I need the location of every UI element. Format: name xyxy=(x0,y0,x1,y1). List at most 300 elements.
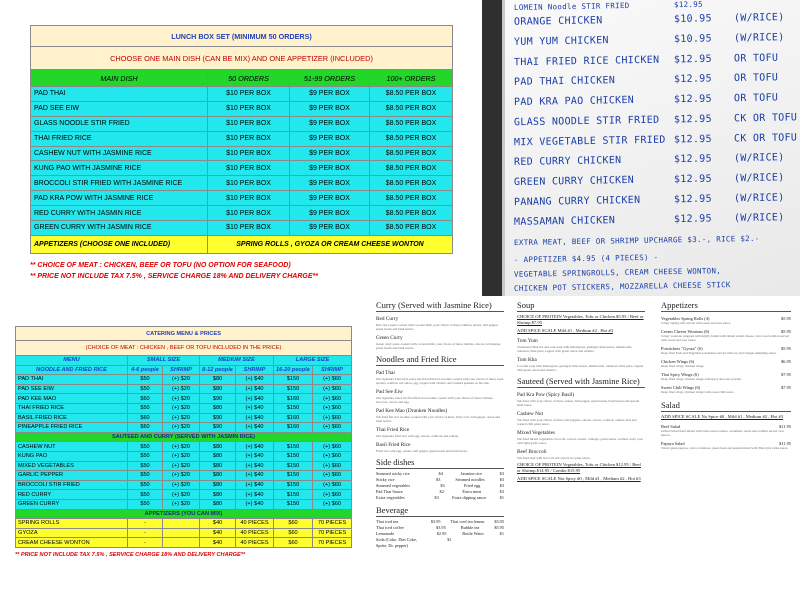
item-desc: Our signature sauce stir-fried flat rice noodles cooked with your choice of meat, Chinese broccoli, carrots and egg. xyxy=(376,396,493,404)
price-cell: $150 xyxy=(274,461,313,471)
catering-note: ** PRICE NOT INCLUDE TAX 7.5% , SERVICE CHARGE 18% AND DELIVERY CHARGE** xyxy=(15,551,246,558)
table-row xyxy=(31,101,453,116)
item-desc: Grilled Sliced beef mixed with Lime sauce tomato, cucumber, onion and scallion served over lettuce. xyxy=(661,429,785,437)
whiteboard-item: PAD KRA PAO CHICKEN xyxy=(513,94,635,109)
appetizers-heading: Appetizers xyxy=(661,300,791,312)
price-cell: $150 xyxy=(274,471,313,481)
item-name: Tom Kha xyxy=(517,357,537,363)
price-cell: 40 PIECES xyxy=(236,538,274,548)
curry-section-header: SAUTEED AND CURRY (SERVED WITH JASMIN RICE) xyxy=(16,432,352,442)
price-cell: $8.50 PER BOX xyxy=(370,131,453,146)
curry-heading: Curry (Served with Jasmine Rice) xyxy=(376,300,504,312)
price-cell: (+) $40 xyxy=(236,394,274,404)
item-name: Tom Yum xyxy=(517,338,538,344)
item-price: $5.95 xyxy=(781,346,791,351)
price-cell: $8.50 PER BOX xyxy=(370,101,453,116)
catering-table xyxy=(15,326,351,558)
price-cell: $40 xyxy=(200,519,236,529)
price-cell: $9 PER BOX xyxy=(290,131,370,146)
item-name: Red Curry xyxy=(376,316,399,322)
menu-cell: CREAM CHEESE WONTON xyxy=(16,538,128,548)
item-name: Thai iced tea lemon xyxy=(450,519,485,524)
price-cell: $50 xyxy=(128,442,163,452)
appetizer-label: APPETIZERS (CHOOSE ONE INCLUDED) xyxy=(31,235,208,253)
price-cell: (+) $40 xyxy=(236,490,274,500)
catering-grid xyxy=(15,326,352,548)
dish-cell: PAD THAI xyxy=(31,87,208,102)
table-row xyxy=(31,116,453,131)
menu-cell: KUNG PAO xyxy=(16,451,128,461)
whiteboard-line xyxy=(513,152,785,168)
noodles-heading: Noodles and Fried Rice xyxy=(376,354,504,366)
price-cell: $90 xyxy=(200,394,236,404)
menu-cell: PAD THAI xyxy=(16,375,128,385)
price-cell: $10 PER BOX xyxy=(208,146,290,161)
lunch-header-cell: 50 ORDERS xyxy=(208,70,290,87)
price-cell: $150 xyxy=(274,451,313,461)
soup-protein: CHOICE OF PROTEIN Vegetables, Tofu or Chicken $5.95 / Beef or Shrimp $7.95 xyxy=(517,314,644,325)
dish-cell: GREEN CURRY WITH JASMIN RICE xyxy=(31,221,208,236)
item-desc: Deep fried crispy chicken wings with spicy and sour powder. xyxy=(661,377,742,381)
whiteboard-extra: (W/RICE) xyxy=(733,152,785,165)
price-cell: $60 xyxy=(128,413,163,423)
whiteboard-line xyxy=(513,172,785,189)
dish-cell: PAD KRA POW WITH JASMINE RICE xyxy=(31,191,208,206)
item-desc: Green curry paste cooked with coconut milk, your choice of meat, bamboo shoots, bell pepper, green beans and basil leaves. xyxy=(376,342,502,350)
price-cell: (+) $40 xyxy=(236,384,274,394)
price-cell: (+) $60 xyxy=(313,403,352,413)
whiteboard-line xyxy=(513,92,779,109)
item-price: $3.95 xyxy=(430,519,441,524)
price-cell: $50 xyxy=(128,384,163,394)
item-price: $6.95 xyxy=(781,359,791,364)
price-cell: $90 xyxy=(200,413,236,423)
price-cell: (+) $40 xyxy=(236,451,274,461)
price-cell: (+) $20 xyxy=(163,499,200,509)
item-price: $3 xyxy=(434,495,439,500)
table-row xyxy=(31,221,453,236)
price-cell: $40 xyxy=(200,528,236,538)
item-name: Papaya Salad xyxy=(661,441,685,446)
sauteed-heading: Sauteed (Served with Jasmine Rice) xyxy=(517,376,645,388)
soup-heading: Soup xyxy=(517,300,645,312)
price-cell: (+) $60 xyxy=(313,499,352,509)
whiteboard-extra: (W/RICE) xyxy=(733,12,785,24)
item-desc: Crispy spring rolls served with sweet and sour sauce. xyxy=(661,321,732,325)
price-cell: $50 xyxy=(128,375,163,385)
item-desc: Fried rice with egg, onions, bell pepper, green beans and basil leaves. xyxy=(376,449,468,453)
price-cell: (+) $40 xyxy=(236,471,274,481)
price-cell: $8.50 PER BOX xyxy=(370,176,453,191)
price-cell: $10 PER BOX xyxy=(208,101,290,116)
dish-cell: PAD SEE EIW xyxy=(31,101,208,116)
price-cell: (+) $60 xyxy=(313,442,352,452)
price-cell: (+) $20 xyxy=(163,413,200,423)
table-row xyxy=(31,191,453,206)
item-name: Pad Thai Sauce xyxy=(376,489,403,494)
item-name: Green Curry xyxy=(376,335,403,341)
price-cell: $160 xyxy=(274,413,313,423)
item-name: Pad Thai xyxy=(376,370,395,376)
price-cell: $10 PER BOX xyxy=(208,206,290,221)
price-cell: $150 xyxy=(274,384,313,394)
price-cell: $60 xyxy=(274,519,313,529)
price-cell: $50 xyxy=(128,403,163,413)
whiteboard-line xyxy=(513,32,785,48)
price-cell: (+) $40 xyxy=(236,423,274,433)
table-row xyxy=(31,176,453,191)
item-name: Beef Salad xyxy=(661,424,681,429)
whiteboard-item: ORANGE CHICKEN xyxy=(513,15,603,28)
item-desc: Stir-fried mixed vegetables, broccoli, carrots, onions, cabbage, green beans, scallion, baby corn with light garlic sauce. xyxy=(517,437,643,445)
whiteboard-extra: CK OR TOFU xyxy=(733,112,798,125)
price-row xyxy=(376,537,504,549)
price-cell: (+) $60 xyxy=(313,375,352,385)
whiteboard-item: PANANG CURRY CHICKEN xyxy=(513,194,641,209)
item-name: Sticky rice xyxy=(376,477,395,482)
item-price: $2.95 xyxy=(436,531,447,536)
price-cell: $80 xyxy=(200,471,236,481)
lunch-note-meat: ** CHOICE OF MEAT : CHICKEN, BEEF OR TOFU (NO OPTION FOR SEAFOOD) xyxy=(30,261,291,269)
price-cell: $60 xyxy=(128,423,163,433)
table-row xyxy=(16,499,352,509)
price-cell: (+) $20 xyxy=(163,375,200,385)
price-cell: $80 xyxy=(200,499,236,509)
price-cell: $50 xyxy=(128,471,163,481)
price-cell: $80 xyxy=(200,375,236,385)
whiteboard-extra: CK OR TOFU xyxy=(733,132,798,145)
price-cell: $150 xyxy=(274,403,313,413)
item-name: Cashew Nut xyxy=(517,411,544,417)
table-row xyxy=(16,384,352,394)
price-cell: (+) $20 xyxy=(163,490,200,500)
appetizer-value: SPRING ROLLS , GYOZA OR CREAM CHEESE WONTON xyxy=(208,235,453,253)
price-cell: (+) $20 xyxy=(163,403,200,413)
item-name: Extra dipping sauce xyxy=(452,495,487,500)
whiteboard-item: THAI FRIED RICE CHICKEN xyxy=(513,54,660,69)
table-row xyxy=(16,480,352,490)
lunch-appetizer-row xyxy=(31,235,453,253)
whiteboard-price: $12.95 xyxy=(673,73,713,86)
item-name: Vegetables Spring Rolls (4) xyxy=(661,316,710,321)
whiteboard-item: VEGETABLE SPRINGROLLS, CREAM CHEESE WONTON, xyxy=(513,266,722,279)
item-name: Steamed noodles xyxy=(455,477,485,482)
price-cell: $80 xyxy=(200,480,236,490)
price-cell: $9 PER BOX xyxy=(290,161,370,176)
item-price: $1 xyxy=(499,495,504,500)
price-cell: $50 xyxy=(128,499,163,509)
item-desc: Red curry paste cooked with coconut milk, your choice of meat, bamboo shoots, bell pepper, green beans and basil leaves. xyxy=(376,323,499,331)
price-cell: (+) $40 xyxy=(236,461,274,471)
size-header-large: LARGE SIZE xyxy=(274,356,352,366)
price-cell: (+) $60 xyxy=(313,480,352,490)
price-cell: $80 xyxy=(200,384,236,394)
price-cell: $9 PER BOX xyxy=(290,116,370,131)
item-name: Steamed vegetables xyxy=(376,483,411,488)
price-cell: $8.50 PER BOX xyxy=(370,146,453,161)
price-cell: $8.50 PER BOX xyxy=(370,116,453,131)
whiteboard-item: RED CURRY CHICKEN xyxy=(513,155,622,168)
price-cell: (+) $60 xyxy=(313,394,352,404)
item-price: $5.95 xyxy=(494,525,504,530)
price-cell: (+) $60 xyxy=(313,461,352,471)
lunch-title: LUNCH BOX SET (MINIMUM 50 ORDERS) xyxy=(31,26,453,47)
item-desc: Deep fried crispy chicken wings with sweet chili sauce. xyxy=(661,390,735,394)
whiteboard-extra: OR TOFU xyxy=(733,72,779,85)
item-price: $3 xyxy=(436,477,441,482)
item-name: Fried egg xyxy=(463,483,481,488)
whiteboard-price: $12.95 xyxy=(673,153,713,166)
price-cell: $9 PER BOX xyxy=(290,191,370,206)
price-cell: $80 xyxy=(200,442,236,452)
item-name: Bottle Water xyxy=(462,531,484,536)
price-cell: 70 PIECES xyxy=(313,519,352,529)
catering-subtitle: (CHOICE OF MEAT : CHICKEN , BEEF OR TOFU INCLUDED IN THE PRICE) xyxy=(16,341,352,356)
whiteboard-item: GLASS NOODLE STIR FRIED xyxy=(513,114,660,129)
dish-cell: BROCCOLI STIR FRIED WITH JASMINE RICE xyxy=(31,176,208,191)
item-name: Basil Fried Rice xyxy=(376,442,411,448)
whiteboard-line xyxy=(513,212,785,228)
price-cell: $8.50 PER BOX xyxy=(370,87,453,102)
price-cell: (+) $60 xyxy=(313,490,352,500)
menu-column-2 xyxy=(517,300,645,484)
item-price: $7.95 xyxy=(781,372,791,377)
item-desc: Crispy wontons wrapped with lightly folded with mixed cream cheese, carrot and scallion served with sweet and sour sauce. xyxy=(661,334,789,342)
price-cell: (+) $20 xyxy=(163,442,200,452)
price-cell: $80 xyxy=(200,403,236,413)
price-cell: (+) $60 xyxy=(313,384,352,394)
price-cell: (+) $40 xyxy=(236,499,274,509)
table-row xyxy=(16,471,352,481)
price-cell: 40 PIECES xyxy=(236,528,274,538)
item-name: Thai Fried Rice xyxy=(376,427,410,433)
whiteboard-price: $10.95 xyxy=(673,13,713,25)
item-price: $1 xyxy=(499,531,504,536)
whiteboard-item: PAD THAI CHICKEN xyxy=(513,75,616,88)
menu-cell: BROCCOLI STIR FRIED xyxy=(16,480,128,490)
sub-header-cell: SHRIMP xyxy=(236,365,274,375)
whiteboard-item: EXTRA MEAT, BEEF OR SHRIMP UPCHARGE $3.-, RICE $2.- xyxy=(513,233,760,248)
whiteboard-extra: (W/RICE) xyxy=(733,32,785,44)
price-cell: $150 xyxy=(274,480,313,490)
item-price: $5.95 xyxy=(781,329,791,334)
item-name: Jasmine rice xyxy=(460,471,482,476)
price-cell: (+) $40 xyxy=(236,375,274,385)
table-row xyxy=(31,206,453,221)
item-desc: Stir-fried flat rice noodles cooked with your choice of meat, baby corn, bell pepper, onion and basil leaves. xyxy=(376,415,500,423)
table-row xyxy=(16,375,352,385)
table-row xyxy=(31,146,453,161)
salad-heading: Salad xyxy=(661,400,791,412)
price-cell: (+) $40 xyxy=(236,442,274,452)
soup-spice: ADD SPICE SCALE Mild #1 , Medium #2 , Hot #3 xyxy=(517,328,613,333)
price-cell: $8.50 PER BOX xyxy=(370,206,453,221)
price-cell: (+) $60 xyxy=(313,451,352,461)
price-cell: $10 PER BOX xyxy=(208,87,290,102)
whiteboard-price: $12.95 xyxy=(673,0,703,10)
table-row xyxy=(16,461,352,471)
item-price: $3 xyxy=(499,489,504,494)
price-cell: $50 xyxy=(128,480,163,490)
item-desc: Sliced green papaya, carrot, tomatoes, green bean and peanut mixed with Thai style Lime sauce. xyxy=(661,446,789,450)
item-name: Soda (Coke, Diet Coke, Sprite, Dr. pepper) xyxy=(376,537,417,548)
price-cell: $9 PER BOX xyxy=(290,176,370,191)
price-cell: 40 PIECES xyxy=(236,519,274,529)
item-name: Potstickers "Gyoza" (6) xyxy=(661,346,703,351)
price-cell: $9 PER BOX xyxy=(290,206,370,221)
table-row xyxy=(16,519,352,529)
sauteed-protein: CHOICE OF PROTEIN Vegetables, Tofu or Chicken $12.95 / Beef or Shrimp $14.95 / Combo $15.95 xyxy=(517,462,641,473)
item-price: $1 xyxy=(447,537,452,542)
item-desc: Stir-fried beef with broccoli and carrots in oyster sauce. xyxy=(517,456,591,460)
size-header-small: SMALL SIZE xyxy=(128,356,200,366)
whiteboard-item: YUM YUM CHICKEN xyxy=(513,35,609,48)
item-desc: Our signature fried rice with egg, onions, scallions and tomato. xyxy=(376,434,460,438)
item-price: $7.95 xyxy=(781,385,791,390)
menu-cell: THAI FRIED RICE xyxy=(16,403,128,413)
item-price: $11.95 xyxy=(779,441,791,446)
appetizer-section-header: APPETIZERS (YOU CAN MIX) xyxy=(16,509,352,519)
price-cell: (+) $20 xyxy=(163,394,200,404)
price-cell: $150 xyxy=(274,499,313,509)
table-row xyxy=(31,161,453,176)
lunch-table xyxy=(30,25,453,254)
price-cell: $60 xyxy=(274,538,313,548)
price-cell: (+) $60 xyxy=(313,471,352,481)
item-price: $3 xyxy=(499,477,504,482)
table-row xyxy=(16,490,352,500)
table-row xyxy=(31,131,453,146)
item-name: Bubble tea xyxy=(460,525,480,530)
price-cell: $80 xyxy=(200,490,236,500)
lunch-note-price: ** PRICE NOT INCLUDE TAX 7.5% , SERVICE CHARGE 18% AND DELIVERY CHARGE** xyxy=(30,272,318,280)
price-cell: (+) $20 xyxy=(163,461,200,471)
price-cell: $160 xyxy=(274,423,313,433)
whiteboard-item: MIX VEGETABLE STIR FRIED xyxy=(513,134,666,149)
menu-cell: SPRING ROLLS xyxy=(16,519,128,529)
item-name: Beef Broccoli xyxy=(517,449,547,455)
price-row xyxy=(376,495,504,501)
price-cell: - xyxy=(128,528,163,538)
price-cell xyxy=(163,538,200,548)
item-name: Sweet Chili Wings (6) xyxy=(661,385,701,390)
item-price: $4 xyxy=(438,471,443,476)
item-desc: Stir-fried with your choice of meat, onions, bell pepper, green beans, basil leaves and special basil sauce. xyxy=(517,399,640,407)
item-name: Pad See Eiw xyxy=(376,389,403,395)
price-cell xyxy=(163,528,200,538)
item-price: $3.95 xyxy=(494,519,504,524)
menu-cell: MIXED VEGETABLES xyxy=(16,461,128,471)
whiteboard-photo xyxy=(482,0,800,296)
price-cell: $10 PER BOX xyxy=(208,191,290,206)
price-cell: (+) $20 xyxy=(163,471,200,481)
item-name: Steamed sticky rice xyxy=(376,471,410,476)
price-cell: $60 xyxy=(274,528,313,538)
menu-cell: GARLIC PEPPER xyxy=(16,471,128,481)
beverage-heading: Beverage xyxy=(376,505,504,517)
price-cell: 70 PIECES xyxy=(313,538,352,548)
whiteboard-price: $12.95 xyxy=(673,113,713,126)
price-cell: (+) $20 xyxy=(163,480,200,490)
item-name: Extra meat xyxy=(462,489,482,494)
item-name: Pad Kee Mao (Drunken Noodles) xyxy=(376,408,448,414)
price-cell: $80 xyxy=(200,451,236,461)
item-desc: Our signature Thai-style sauce stir-fried thin rice noodles cooked with your choice of meat, bean sprouts, scallion, red onion, egg, topped with cilantro and crushed peanuts on the side. xyxy=(376,377,504,385)
table-row xyxy=(16,394,352,404)
menu-cell: PINEAPPLE FRIED RICE xyxy=(16,423,128,433)
item-price: $3 xyxy=(499,483,504,488)
price-cell: (+) $40 xyxy=(236,403,274,413)
menu-cell: PAD KEE MAO xyxy=(16,394,128,404)
whiteboard-extra: (W/RICE) xyxy=(733,192,785,205)
price-cell: (+) $20 xyxy=(163,384,200,394)
item-desc: Coconut soup with lemongrass, galangal, lime leaves, mushrooms, tomatoes, lime juice, topped with green onion and cilantro. xyxy=(517,364,644,372)
catering-title: CATERING MENU & PRICES xyxy=(16,327,352,341)
price-cell: $60 xyxy=(128,394,163,404)
price-cell: $150 xyxy=(274,490,313,500)
price-cell: $50 xyxy=(128,451,163,461)
lunch-header-cell: 100+ ORDERS xyxy=(370,70,453,87)
price-cell: $8.50 PER BOX xyxy=(370,221,453,236)
lunch-header-cell: 51-99 ORDERS xyxy=(290,70,370,87)
price-cell: $10 PER BOX xyxy=(208,131,290,146)
price-cell: (+) $40 xyxy=(236,480,274,490)
whiteboard-price: $12.95 xyxy=(673,93,713,106)
price-cell: $10 PER BOX xyxy=(208,221,290,236)
sauteed-spice: ADD SPICE SCALE Not Spicy #0 , Mild #1 , Medium #2 , Hot #3 xyxy=(517,476,641,481)
price-cell: $10 PER BOX xyxy=(208,116,290,131)
menu-cell: BASIL FRIED RICE xyxy=(16,413,128,423)
table-row xyxy=(16,442,352,452)
price-cell: $8.50 PER BOX xyxy=(370,191,453,206)
item-price: $3 xyxy=(440,483,445,488)
item-name: Chicken Wings (6) xyxy=(661,359,695,364)
item-price: $3.95 xyxy=(436,525,446,530)
salad-spice: ADD SPICE SCALE No Spice #0 , Mild #1 , Medium #2 , Hot #3 xyxy=(661,414,784,419)
item-price: $11.95 xyxy=(779,424,791,429)
whiteboard-price: $12.95 xyxy=(673,213,713,226)
price-cell: $9 PER BOX xyxy=(290,101,370,116)
whiteboard-line xyxy=(513,192,785,209)
menu-column-1 xyxy=(376,300,504,549)
whiteboard-line xyxy=(513,12,785,28)
sides-heading: Side dishes xyxy=(376,457,504,469)
item-desc: Stir-fried with your choice of meat, bell peppers, onions, carrots, scallion, cashew nuts and roasted chili paste sauce. xyxy=(517,418,637,426)
price-cell xyxy=(163,519,200,529)
sub-header-cell: NOODLE AND FRIED RICE xyxy=(16,365,128,375)
menu-cell: GREEN CURRY xyxy=(16,499,128,509)
menu-cell: GYOZA xyxy=(16,528,128,538)
printed-menu xyxy=(368,296,800,600)
sub-header-cell: SHRIMP xyxy=(163,365,200,375)
menu-column-3 xyxy=(661,300,791,452)
item-name: Thai iced coffee xyxy=(376,525,404,530)
whiteboard-price: $12.95 xyxy=(673,173,713,186)
price-cell: $40 xyxy=(200,538,236,548)
price-cell: (+) $20 xyxy=(163,451,200,461)
item-name: Lemonade xyxy=(376,531,395,536)
price-cell: $90 xyxy=(200,423,236,433)
item-desc: Deep fried crispy chicken wings. xyxy=(661,364,705,368)
price-cell: $9 PER BOX xyxy=(290,87,370,102)
menu-cell: RED CURRY xyxy=(16,490,128,500)
dish-cell: RED CURRY WITH JASMIN RICE xyxy=(31,206,208,221)
whiteboard-item: LOMEIN Noodle STIR FRIED xyxy=(513,0,630,13)
lunch-header-cell: MAIN DISH xyxy=(31,70,208,87)
table-row xyxy=(16,413,352,423)
sub-header-cell: 4-6 people xyxy=(128,365,163,375)
item-desc: Deep fried Pork and Vegetable potstickers served with soy and vinegar dumpling sauce. xyxy=(661,351,777,355)
